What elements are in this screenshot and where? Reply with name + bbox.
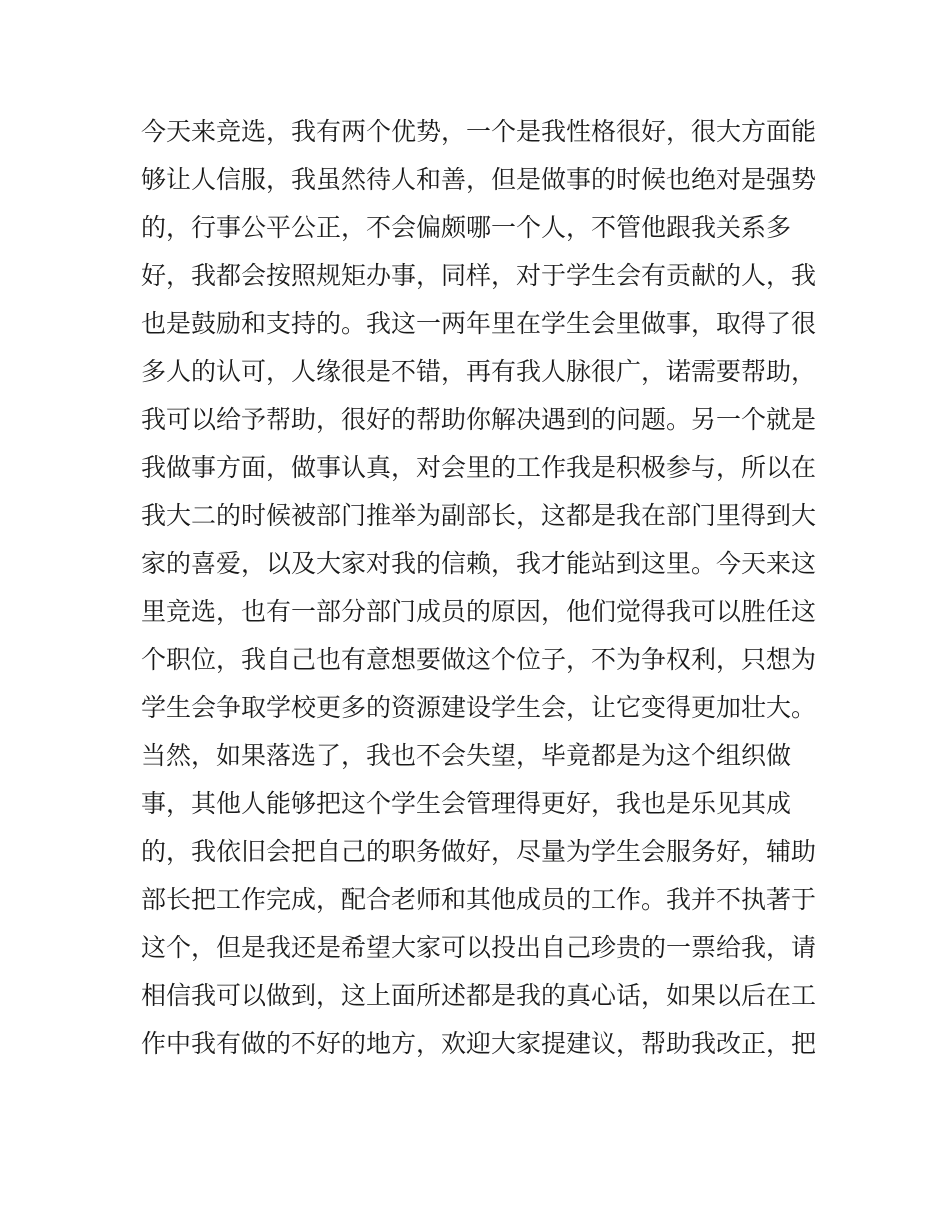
text-line: 的，我依旧会把自己的职务做好，尽量为学生会服务好，辅助 <box>141 837 817 866</box>
text-line: 今天来竞选，我有两个优势，一个是我性格很好，很大方面能 <box>141 117 817 146</box>
text-line: 里竞选，也有一部分部门成员的原因，他们觉得我可以胜任这 <box>141 597 817 626</box>
text-line: 这个，但是我还是希望大家可以投出自己珍贵的一票给我，请 <box>141 933 817 962</box>
text-line: 当然，如果落选了，我也不会失望，毕竟都是为这个组织做 <box>141 741 792 770</box>
text-line: 部长把工作完成，配合老师和其他成员的工作。我并不执著于 <box>141 885 817 914</box>
text-line: 够让人信服，我虽然待人和善，但是做事的时候也绝对是强势 <box>141 165 817 194</box>
body-text <box>141 108 821 1068</box>
text-line: 我做事方面，做事认真，对会里的工作我是积极参与，所以在 <box>141 453 817 482</box>
text-line: 多人的认可，人缘很是不错，再有我人脉很广，诺需要帮助， <box>141 357 817 386</box>
text-line: 家的喜爱，以及大家对我的信赖，我才能站到这里。今天来这 <box>141 549 817 578</box>
text-line: 学生会争取学校更多的资源建设学生会，让它变得更加壮大。 <box>141 693 817 722</box>
text-line: 我大二的时候被部门推举为副部长，这都是我在部门里得到大 <box>141 501 817 530</box>
text-line: 的，行事公平公正，不会偏颇哪一个人，不管他跟我关系多 <box>141 213 792 242</box>
text-line: 我可以给予帮助，很好的帮助你解决遇到的问题。另一个就是 <box>141 405 817 434</box>
text-line: 也是鼓励和支持的。我这一两年里在学生会里做事，取得了很 <box>141 309 817 338</box>
text-line: 好，我都会按照规矩办事，同样，对于学生会有贡献的人，我 <box>141 261 817 290</box>
text-line: 作中我有做的不好的地方，欢迎大家提建议，帮助我改正，把 <box>141 1029 817 1058</box>
text-line: 相信我可以做到，这上面所述都是我的真心话，如果以后在工 <box>141 981 817 1010</box>
text-line: 事，其他人能够把这个学生会管理得更好，我也是乐见其成 <box>141 789 792 818</box>
text-line: 个职位，我自己也有意想要做这个位子，不为争权利，只想为 <box>141 645 817 674</box>
